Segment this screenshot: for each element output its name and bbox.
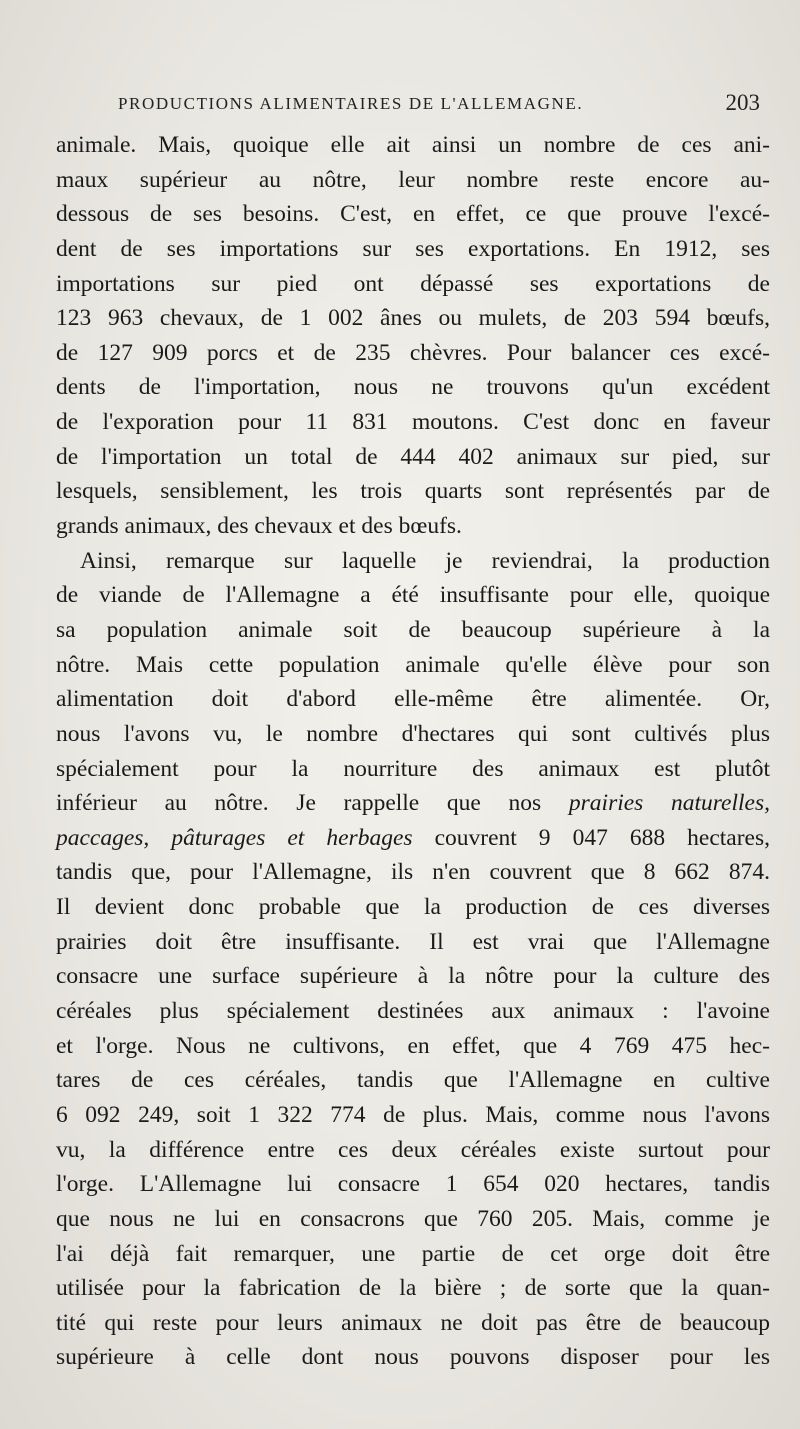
text-line: l'ai déjà fait remarquer, une partie de cet orge doit être — [56, 1240, 770, 1267]
text-line: et l'orge. Nous ne cultivons, en effet, que 4 769 475 hec- — [56, 1032, 770, 1059]
text-line: de l'exporation pour 11 831 moutons. C'est donc en faveur — [56, 409, 770, 436]
text-line: que nous ne lui en consacrons que 760 205. Mais, comme je — [56, 1205, 770, 1232]
text-line: grands animaux, des chevaux et des bœufs. — [56, 513, 462, 540]
text-line: de 127 909 porcs et de 235 chèvres. Pour balancer ces excé- — [56, 339, 770, 366]
text-line: animale. Mais, quoique elle ait ainsi un nombre de ces ani- — [56, 132, 770, 158]
page-number: 203 — [725, 90, 760, 115]
text-line: l'orge. L'Allemagne lui consacre 1 654 020 hectares, tandis — [56, 1171, 770, 1198]
text-line: dents de l'importation, nous ne trouvons qu'un excédent — [56, 374, 770, 401]
text-line: utilisée pour la fabrication de la bière ; de sorte que la quan- — [56, 1275, 770, 1302]
text-line: nous l'avons vu, le nombre d'hectares qui sont cultivés plus — [56, 720, 770, 747]
text-line-with-italic — [56, 786, 770, 821]
italic-term: prairies naturelles, — [568, 790, 770, 817]
text-line: de viande de l'Allemagne a été insuffisante pour elle, quoique — [56, 582, 770, 609]
text-line: tandis que, pour l'Allemagne, ils n'en couvrent que 8 662 874. — [56, 859, 770, 886]
text-line: maux supérieur au nôtre, leur nombre reste encore au- — [56, 166, 770, 193]
text-line: spécialement pour la nourriture des animaux est plutôt — [56, 755, 770, 782]
text-line: 123 963 chevaux, de 1 002 ânes ou mulets, de 203 594 bœufs, — [56, 305, 770, 332]
text-line: vu, la différence entre ces deux céréales existe surtout pour — [56, 1136, 770, 1163]
text-line: dessous de ses besoins. C'est, en effet, ce que prouve l'excé- — [56, 201, 770, 228]
paragraph-start-line: Ainsi, remarque sur laquelle je reviendrai, la production — [80, 547, 770, 574]
text-line: lesquels, sensiblement, les trois quarts sont représentés par de — [56, 478, 770, 505]
text-line: Il devient donc probable que la production de ces diverses — [56, 894, 770, 921]
running-title: PRODUCTIONS ALIMENTAIRES DE L'ALLEMAGNE. — [118, 94, 584, 113]
text-line: de l'importation un total de 444 402 animaux sur pied, sur — [56, 443, 770, 470]
text-line-with-italic — [56, 821, 770, 856]
text-line: 6 092 249, soit 1 322 774 de plus. Mais, comme nous l'avons — [56, 1101, 770, 1128]
text-line: importations sur pied ont dépassé ses exportations de — [56, 270, 770, 297]
text-line: consacre une surface supérieure à la nôtre pour la culture des — [56, 963, 770, 990]
text-line: sa population animale soit de beaucoup supérieure à la — [56, 616, 770, 643]
text-line: alimentation doit d'abord elle-même être alimentée. Or, — [56, 686, 770, 713]
text-line: tité qui reste pour leurs animaux ne doit pas être de beaucoup — [56, 1309, 770, 1336]
text-line: céréales plus spécialement destinées aux animaux : l'avoine — [56, 998, 770, 1025]
text-span: inférieur au nôtre. Je rappelle que nos — [56, 790, 542, 817]
text-line: dent de ses importations sur ses exportations. En 1912, ses — [56, 235, 770, 262]
running-header — [118, 88, 760, 118]
body-text — [56, 128, 770, 1375]
text-span: couvrent 9 047 688 hectares, — [412, 824, 770, 851]
text-line: tares de ces céréales, tandis que l'Allemagne en cultive — [56, 1067, 770, 1094]
text-line: prairies doit être insuffisante. Il est vrai que l'Allemagne — [56, 928, 770, 955]
text-line: nôtre. Mais cette population animale qu'elle élève pour son — [56, 651, 770, 678]
text-line: supérieure à celle dont nous pouvons disposer pour les — [56, 1344, 770, 1371]
italic-term: paccages, pâturages et herbages — [56, 824, 413, 851]
